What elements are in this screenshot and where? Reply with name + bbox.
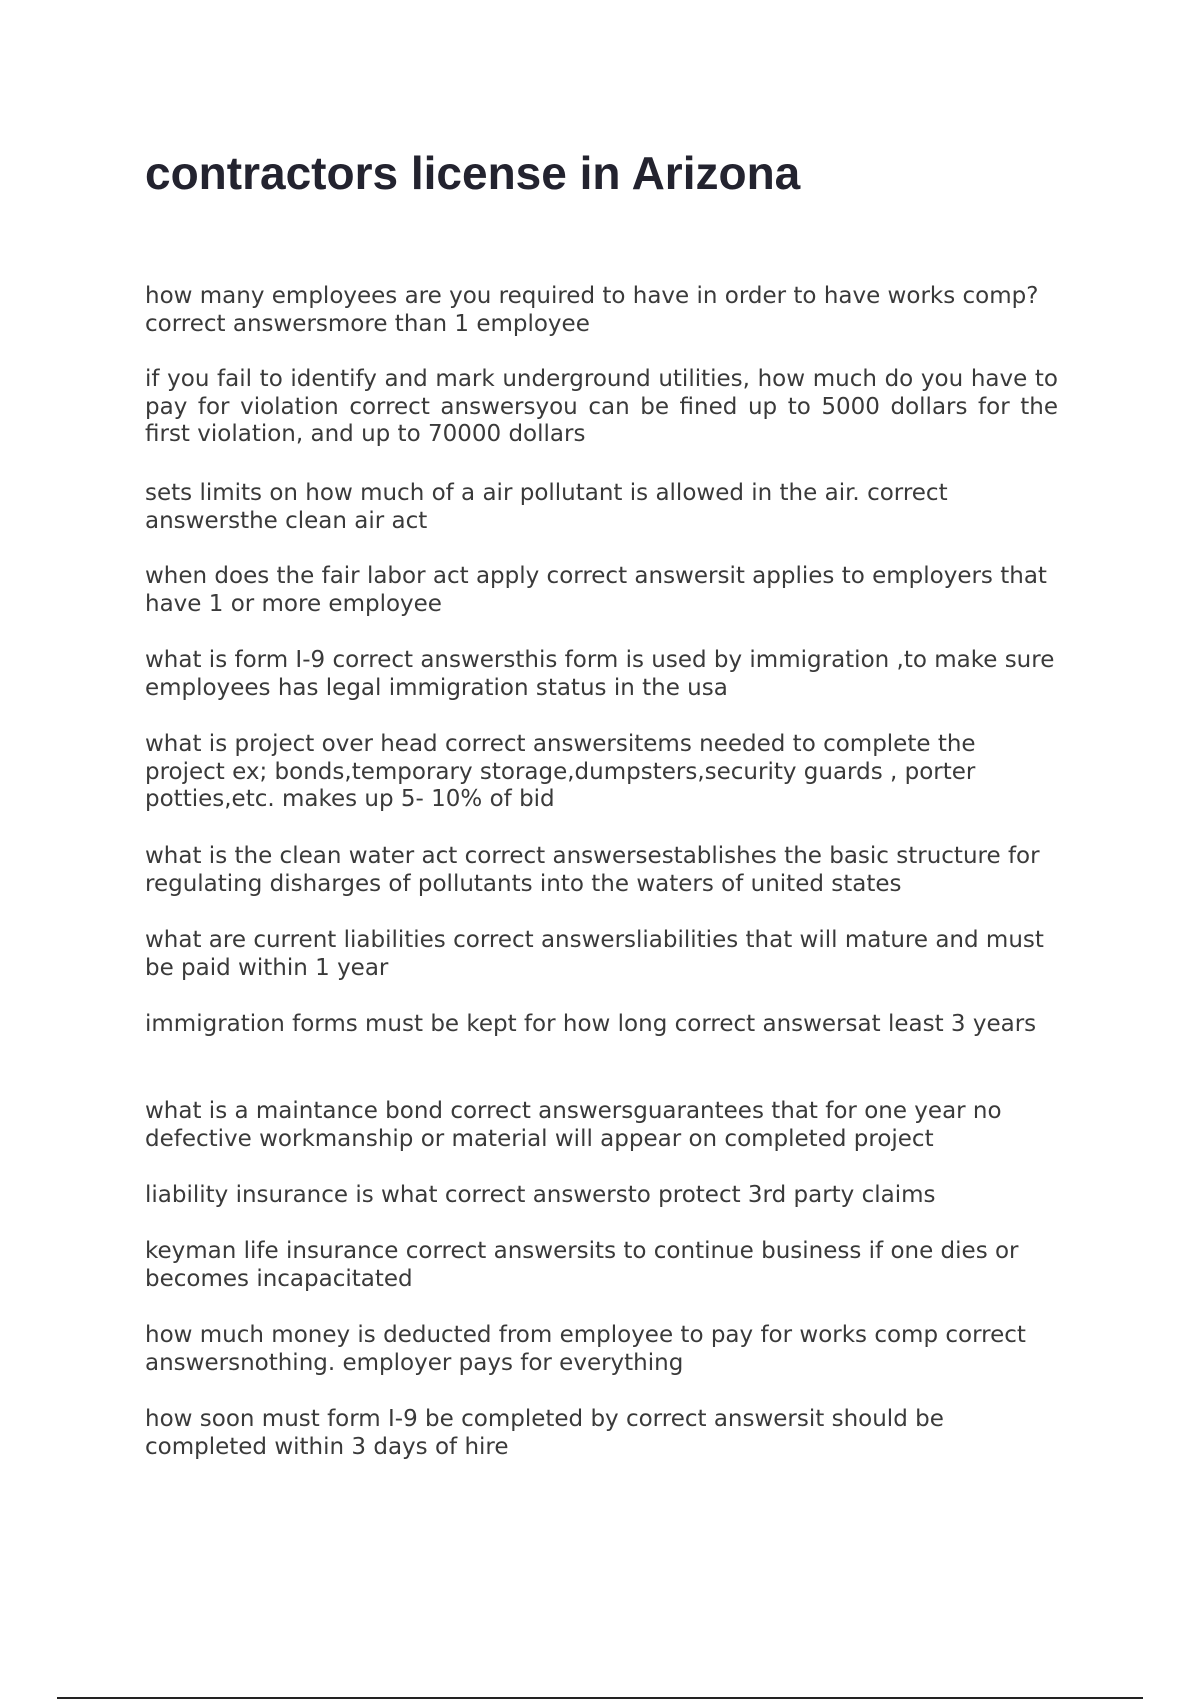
answer-text: establishes the basic structure for regulating disharges of pollutants into the waters of united states (145, 843, 1040, 897)
qa-entry (145, 1098, 1058, 1153)
answer-text: its to continue business if one dies or becomes incapacitated (145, 1238, 1019, 1292)
qa-entry (145, 563, 1058, 618)
question-text: liability insurance is what (145, 1182, 438, 1208)
footer-divider (57, 1697, 1143, 1699)
question-text: sets limits on how much of a air pollutant is allowed in the air. (145, 480, 860, 506)
qa-entry (145, 1182, 1058, 1210)
qa-entry (145, 1406, 1058, 1461)
answer-separator: correct answers (546, 563, 730, 589)
qa-entry (145, 1322, 1058, 1377)
question-text: what is form I-9 (145, 647, 326, 673)
answer-text: nothing. employer pays for everything (240, 1349, 684, 1376)
question-text: if you fail to identify and mark underground utilities, how much do you have to pay for violation (145, 366, 1058, 420)
page-title: contractors license in Arizona (145, 147, 801, 199)
answer-separator: correct answers (444, 731, 628, 757)
answer-separator: correct answers (625, 1406, 809, 1432)
qa-entry (145, 1011, 1058, 1039)
qa-entry (145, 927, 1058, 982)
answer-text: more than 1 employee (327, 310, 590, 337)
question-text: what are current liabilities (145, 927, 446, 953)
question-text: what is the clean water act (145, 843, 458, 869)
answer-text: items needed to complete the project ex; bonds,temporary storage,dumpsters,security guards , porter potties,etc. makes up 5- 10% of bid (145, 731, 976, 812)
answer-separator: correct answers (145, 480, 948, 534)
question-text: what is project over head (145, 731, 438, 757)
answer-text: to protect 3rd party claims (627, 1182, 936, 1208)
answer-text: liabilities that will mature and must be paid within 1 year (145, 927, 1044, 981)
question-text: immigration forms must be kept for how long (145, 1011, 668, 1037)
qa-entry (145, 731, 1058, 814)
answer-separator: correct answers (332, 647, 516, 673)
qa-entry (145, 480, 1058, 535)
question-text: keyman life insurance (145, 1238, 399, 1264)
answer-separator: correct answers (145, 310, 328, 337)
qa-entry (145, 1238, 1058, 1293)
question-text: what is a maintance bond (145, 1098, 444, 1124)
qa-entry (145, 843, 1058, 898)
question-text: when does the fair labor act apply (145, 563, 540, 589)
qa-entry (145, 647, 1058, 702)
question-text: how soon must form I-9 be completed by (145, 1406, 619, 1432)
answer-separator: correct answers (444, 1182, 628, 1208)
answer-separator: correct answers (453, 927, 637, 953)
answer-separator: correct answers (405, 1238, 589, 1264)
qa-entry (145, 366, 1058, 449)
answer-text: it should be completed within 3 days of hire (145, 1406, 944, 1460)
qa-entry (145, 283, 1058, 338)
question-text: how much money is deducted from employee to pay for works comp (145, 1322, 939, 1348)
answer-separator: correct answers (464, 843, 648, 869)
answer-text: it applies to employers that have 1 or more employee (145, 563, 1047, 617)
answer-separator: correct answers (450, 1098, 634, 1124)
answer-separator: correct answers (674, 1011, 858, 1037)
question-text: how many employees are you required to have in order to have works comp? (145, 283, 1039, 309)
answer-separator: correct answers (349, 393, 536, 420)
answer-separator: correct answers (145, 1322, 1026, 1376)
answer-text: guarantees that for one year no defective workmanship or material will appear on completed project (145, 1098, 1002, 1152)
answer-text: at least 3 years (857, 1011, 1037, 1037)
answer-text: the clean air act (240, 507, 428, 534)
answer-text: you can be fined up to 5000 dollars for the first violation, and up to 70000 dollars (145, 393, 1059, 447)
answer-text: this form is used by immigration ,to make sure employees has legal immigration status in the usa (145, 647, 1055, 701)
